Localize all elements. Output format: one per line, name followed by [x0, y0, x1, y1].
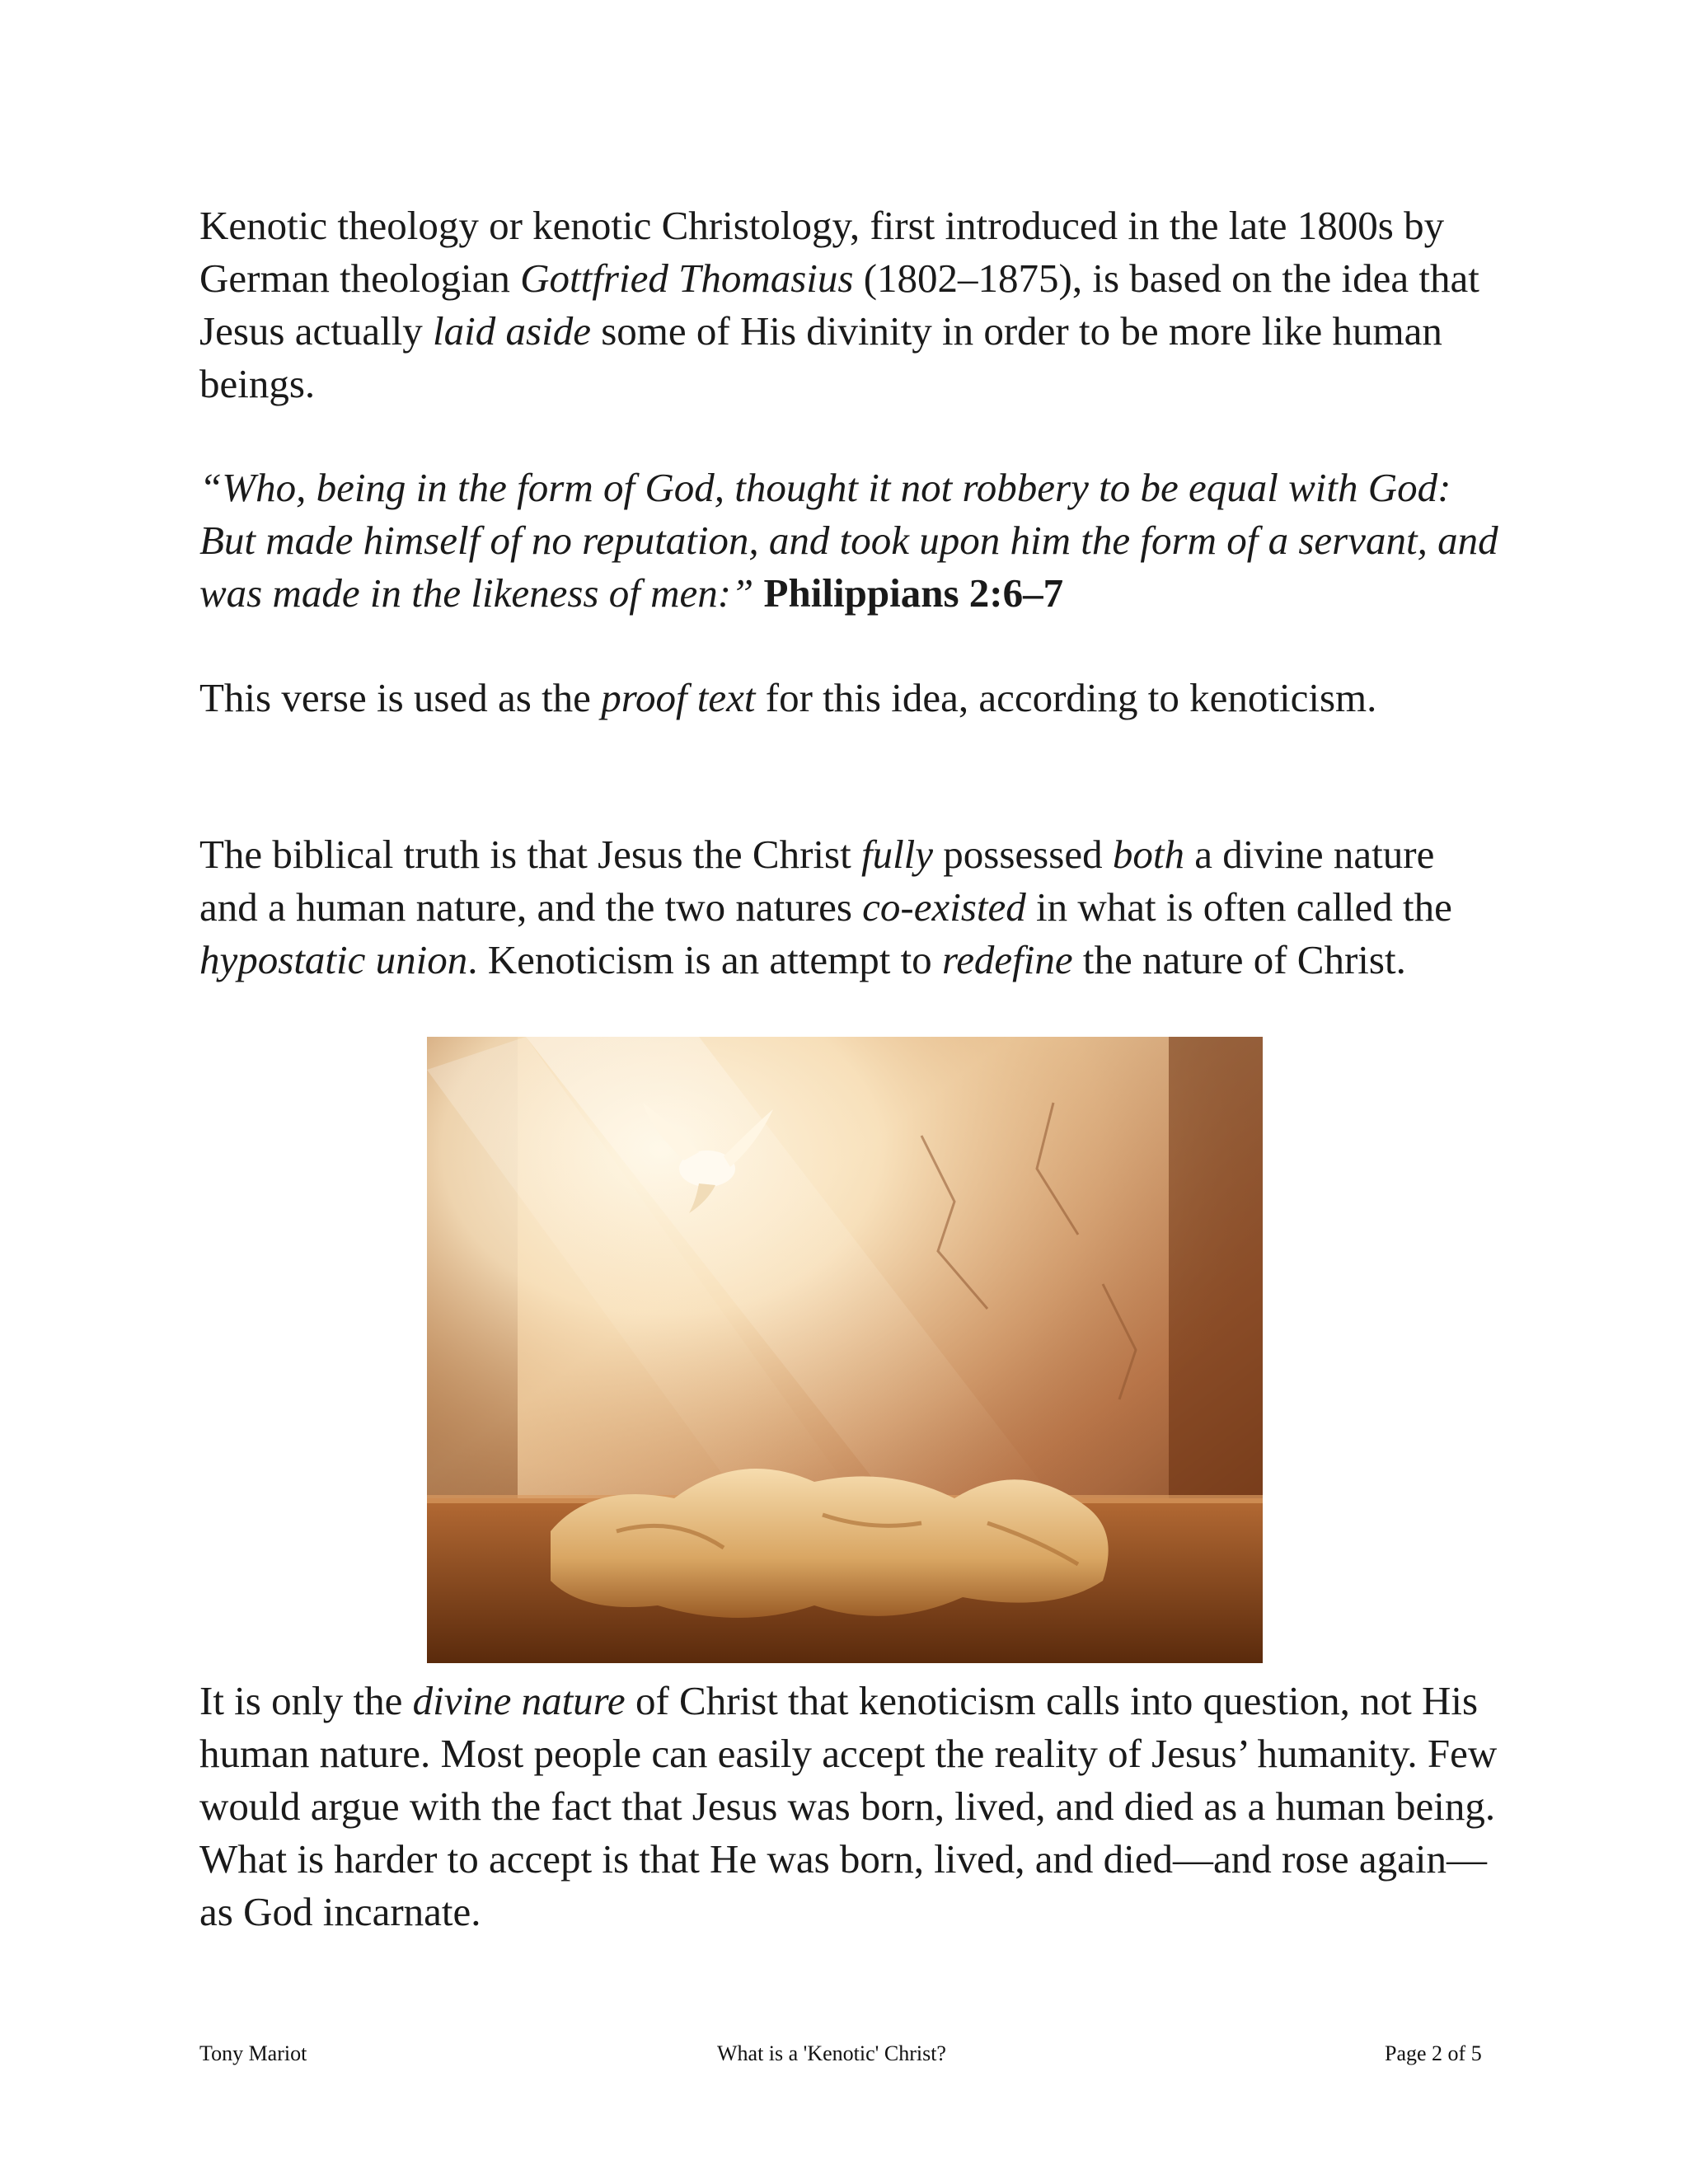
text-run: This verse is used as the [199, 675, 602, 720]
paragraph-biblical-truth [199, 828, 1502, 987]
tomb-illustration [427, 1037, 1263, 1663]
italic-run: both [1112, 832, 1184, 877]
paragraph-intro [199, 199, 1502, 410]
footer-document-title: What is a 'Kenotic' Christ? [717, 2041, 946, 2065]
text-run: It is only the [199, 1678, 413, 1723]
text-run: Kenotic theology or kenotic Christology, first introduced in the late 1800s by German theologian [199, 203, 1445, 301]
empty-tomb-image [427, 1037, 1263, 1663]
text-run: The biblical truth is that Jesus the Christ [199, 832, 861, 877]
text-run: . Kenoticism is an attempt to [467, 937, 942, 982]
italic-run: divine nature [412, 1678, 626, 1723]
italic-run: fully [860, 832, 934, 877]
text-run: the nature of Christ. [1072, 937, 1406, 982]
footer-author: Tony Mariot [199, 2041, 307, 2065]
text-run: (1802–1875), is based on the idea that Jesus actually [199, 255, 1479, 354]
scripture-quote [199, 462, 1502, 620]
paragraph-proof-text [199, 672, 1502, 724]
italic-run: Gottfried Thomasius [520, 255, 854, 301]
text-run: a divine nature and a human nature, and the two natures [199, 832, 1435, 930]
italic-run: hypostatic union [199, 937, 468, 982]
italic-run: laid aside [433, 308, 591, 354]
text-run: in what is often called the [1025, 884, 1452, 930]
text-run: some of His divinity in order to be more like human beings. [199, 308, 1442, 406]
italic-run: co-existed [862, 884, 1026, 930]
text-run: for this idea, according to kenoticism. [755, 675, 1377, 720]
footer-page-number: Page 2 of 5 [1385, 2041, 1482, 2065]
text-run: possessed [933, 832, 1113, 877]
scripture-reference: Philippians 2:6–7 [763, 570, 1064, 616]
quote-text: “Who, being in the form of God, thought it not robbery to be equal with God: But made himself of no reputation, and took upon him the form of a servant, and was made in the likeness of men:” [199, 465, 1498, 616]
text-run: of Christ that kenoticism calls into question, not His human nature. Most people can easily accept the reality of Jesus’ humanity. Few would argue with the fact that Jesus was born, lived, and died as a human being. What is harder to accept is that He was born, lived, and died—and rose again—as God incarnate. [199, 1678, 1498, 1934]
italic-run: redefine [941, 937, 1073, 982]
italic-run: proof text [601, 675, 756, 720]
paragraph-divine-nature [199, 1675, 1502, 1938]
